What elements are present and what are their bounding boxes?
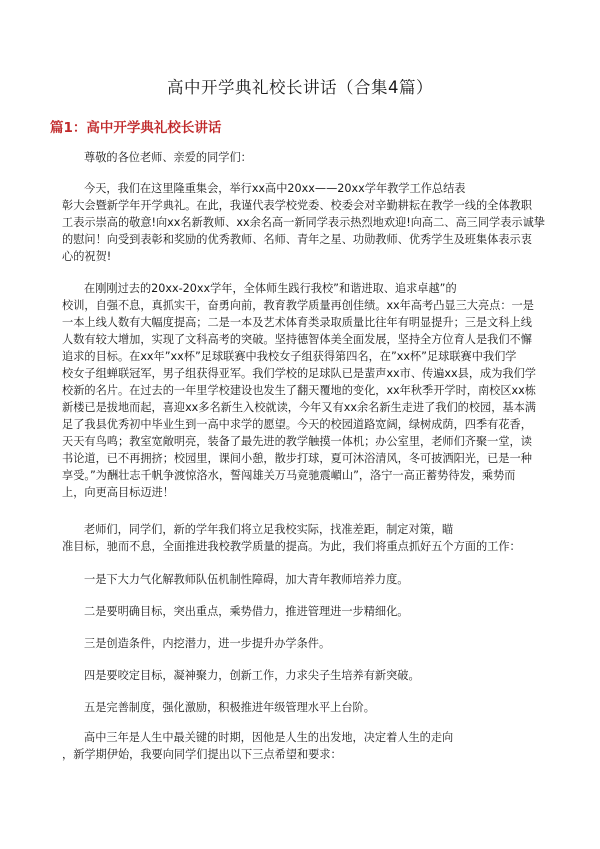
paragraph-line: 追求的目标。在xx年”xx杯”足球联赛中我校女子组获得第四名，在”xx杯”足球联赛中我们学 [62,350,517,363]
work-point-text: 三是创造条件，内挖潜力，进一步提升办学条件。 [84,637,331,650]
work-point-5 [62,699,540,716]
paragraph-line: 校女子组蝉联冠军，男子组获得亚军。我们学校的足球队已是蜚声xx市、传遍xx县，成为我们学 [62,367,536,380]
paragraph-line: 书论道，已不再拥挤；校园里，课间小憩，散步打球，夏可沐浴清风，冬可披洒阳光，已是一种 [62,452,532,465]
work-point-text: 一是下大力气化解教师队伍机制性障碍，加大青年教师培养力度。 [84,573,409,586]
work-point-text: 二是要明确目标，突出重点，乘势借力，推进管理进一步精细化。 [84,605,409,618]
section-heading: 篇1：高中开学典礼校长讲话 [50,120,222,136]
work-point-text: 五是完善制度，强化激励，积极推进年级管理水平上台阶。 [84,701,375,714]
paragraph-line: 的慰问！向受到表彰和奖励的优秀教师、名师、青年之星、功勋教师、优秀学生及班集体表示衷 [62,233,532,246]
paragraph-line: 准目标，驰而不息，全面推进我校教学质量的提高。为此，我们将重点抓好五个方面的工作： [62,540,521,553]
paragraph-line: 校新的名片。在过去的一年里学校建设也发生了翻天覆地的变化，xx年秋季开学时，南校区xx栋 [62,384,536,397]
paragraph-line: 人数有较大增加，实现了文科高考的突破。坚持德智体美全面发展，坚持全方位育人是我们不懈 [62,333,532,346]
paragraph-line: 心的祝贺! [62,250,112,263]
work-point-3 [62,635,540,652]
work-point-1 [62,571,540,588]
greeting-line: 尊敬的各位老师、亲爱的同学们： [84,151,252,164]
work-point-2 [62,603,540,620]
paragraph-line: 今天，我们在这里隆重集会，举行xx高中20xx——20xx学年教学工作总结表 [84,182,466,195]
paragraph-line: 享受。”为酬壮志千帆争渡惊洛水，誓闯雄关万马竟驰震嵋山”，洛宁一高正蓄势待发，乘势而 [62,469,516,482]
paragraph-line: 天天有鸟鸣；教室宽敞明亮，装备了最先进的教学触摸一体机；办公室里，老师们齐聚一堂，读 [62,435,532,448]
paragraph-line: 彰大会暨新学年开学典礼。在此，我谨代表学校党委、校委会对辛勤耕耘在教学一线的全体教职 [62,199,532,212]
paragraph-achievements [62,280,540,501]
paragraph-line: 工表示崇高的敬意!向xx名新教师、xx余名高一新同学表示热烈地欢迎!向高二、高三同学表示诚挚 [62,216,545,229]
work-point-text: 四是要咬定目标，凝神聚力，创新工作，力求尖子生培养有新突破。 [84,669,420,682]
document-title: 高中开学典礼校长讲话（合集4篇） [167,78,433,97]
paragraph-line: 老师们，同学们，新的学年我们将立足我校实际，找准差距，制定对策，瞄 [84,523,454,536]
paragraph-opening [62,180,545,265]
paragraph-plan [62,521,540,555]
paragraph-line: 足了我县优秀初中毕业生到一高中求学的愿望。今天的校园道路宽阔，绿树成荫，四季有花香， [62,418,532,431]
paragraph-line: 在刚刚过去的20xx-20xx学年，全体师生践行我校”和谐进取、追求卓越”的 [84,282,457,295]
greeting-paragraph [62,149,540,166]
paragraph-expectations [62,729,540,763]
paragraph-line: 校训，自强不息，真抓实干，奋勇向前，教育教学质量再创佳绩。xx年高考凸显三大亮点：一是 [62,299,534,312]
paragraph-line: 一本上线人数有大幅度提高；二是一本及艺术体育类录取质量比往年有明显提升；三是文科上线 [62,316,532,329]
paragraph-line: ，新学期伊始，我要向同学们提出以下三点希望和要求： [62,748,342,761]
work-point-4 [62,667,540,684]
paragraph-line: 高中三年是人生中最关键的时期，因他是人生的出发地，决定着人生的走向 [84,731,454,744]
paragraph-line: 新楼已是拔地而起，喜迎xx多名新生入校就读，今年又有xx余名新生走进了我们的校园，基本满 [62,401,536,414]
paragraph-line: 上，向更高目标迈进！ [62,486,174,499]
